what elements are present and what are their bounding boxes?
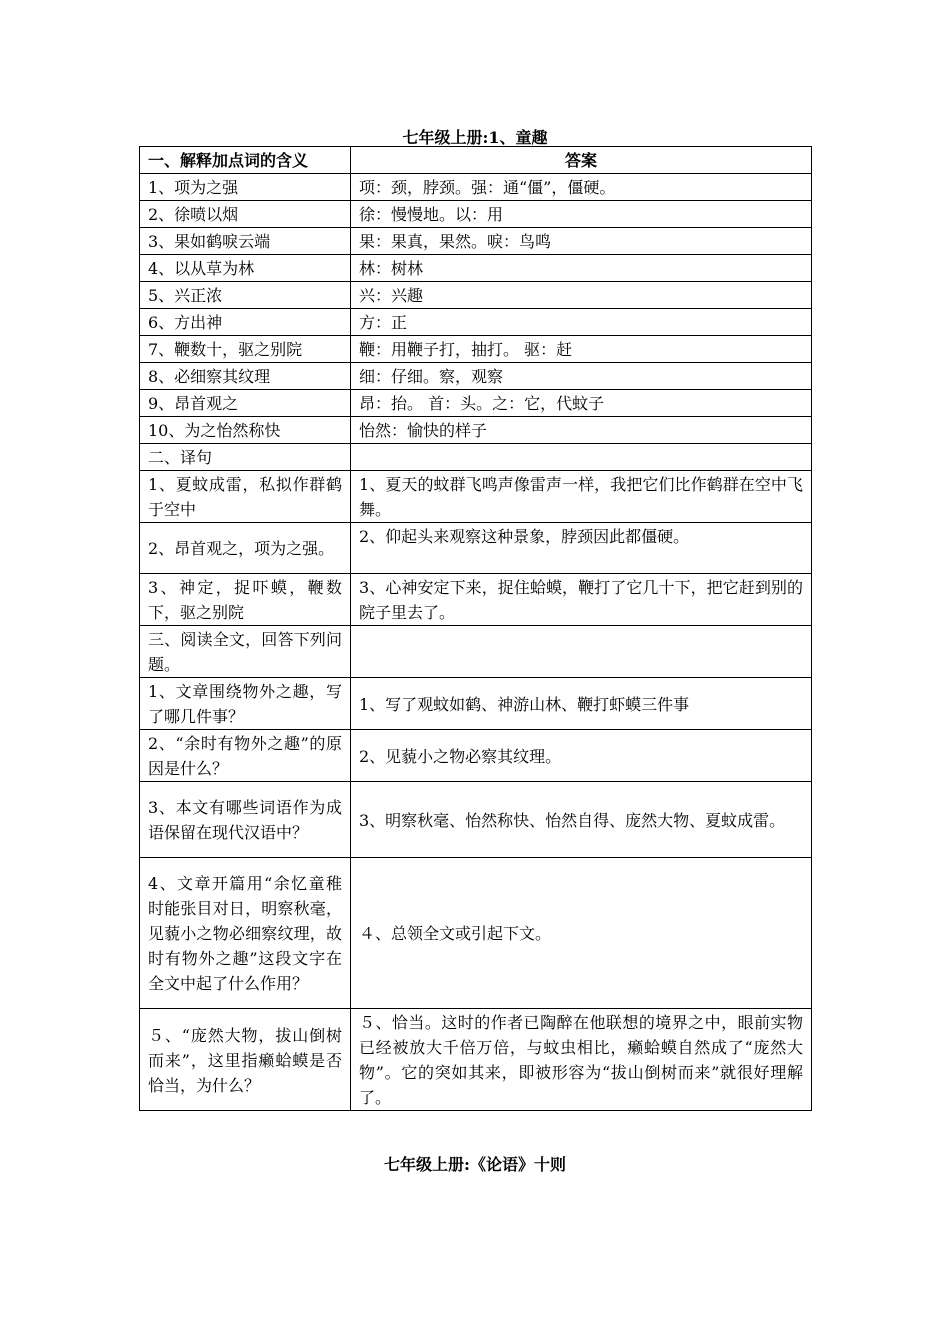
question-cell: 8、必细察其纹理 [140, 363, 351, 390]
answer-cell: 3、明察秋毫、怡然称快、怡然自得、庞然大物、夏蚊成雷。 [351, 782, 812, 858]
answer-cell: 徐：慢慢地。以：用 [351, 201, 812, 228]
answer-cell: ５、恰当。这时的作者已陶醉在他联想的境界之中，眼前实物已经被放大千倍万倍，与蚊虫相比，癞蛤蟆自然成了“庞然大物”。它的突如其来，即被形容为“拔山倒树而来”就很好理解了。 [351, 1009, 812, 1111]
table-row [140, 417, 812, 444]
table-row [140, 309, 812, 336]
question-cell: 1、项为之强 [140, 174, 351, 201]
question-cell: 2、“余时有物外之趣”的原因是什么？ [140, 730, 351, 782]
question-cell: 2、昂首观之，项为之强。 [140, 523, 351, 574]
answer-cell: 鞭：用鞭子打，抽打。 驱：赶 [351, 336, 812, 363]
table-row [140, 730, 812, 782]
question-cell: 5、兴正浓 [140, 282, 351, 309]
table-row [140, 174, 812, 201]
answer-cell: 方：正 [351, 309, 812, 336]
table-row [140, 255, 812, 282]
question-cell: 3、本文有哪些词语作为成语保留在现代汉语中？ [140, 782, 351, 858]
table-row [140, 574, 812, 626]
question-cell: ５、“庞然大物，拔山倒树而来”，这里指癞蛤蟆是否恰当，为什么？ [140, 1009, 351, 1111]
question-cell: 三、阅读全文，回答下列问题。 [140, 626, 351, 678]
answer-table [139, 146, 812, 1111]
answer-cell: 1、夏天的蚊群飞鸣声像雷声一样，我把它们比作鹤群在空中飞舞。 [351, 471, 812, 523]
question-cell: 3、果如鹤唳云端 [140, 228, 351, 255]
table-row [140, 390, 812, 417]
answer-cell: 1、写了观蚊如鹤、神游山林、鞭打虾蟆三件事 [351, 678, 812, 730]
table-header-row [140, 147, 812, 174]
table-row [140, 678, 812, 730]
question-cell: 10、为之怡然称快 [140, 417, 351, 444]
answer-cell: 细：仔细。察，观察 [351, 363, 812, 390]
question-cell: 1、文章围绕物外之趣，写了哪几件事？ [140, 678, 351, 730]
question-cell: 7、鞭数十，驱之别院 [140, 336, 351, 363]
table-row [140, 858, 812, 1009]
answer-cell: 3、心神安定下来，捉住蛤蟆，鞭打了它几十下，把它赶到别的院子里去了。 [351, 574, 812, 626]
question-cell: 2、徐喷以烟 [140, 201, 351, 228]
header-question: 一、解释加点词的含义 [140, 147, 351, 174]
section-title: 七年级上册:1、童趣 [402, 128, 548, 147]
question-cell: 二、译句 [140, 444, 351, 471]
table-row [140, 1009, 812, 1111]
question-cell: 9、昂首观之 [140, 390, 351, 417]
answer-cell: 兴：兴趣 [351, 282, 812, 309]
answer-cell: 昂：抬。 首：头。之：它，代蚊子 [351, 390, 812, 417]
table-row [140, 363, 812, 390]
answer-cell: 项：颈，脖颈。强：通“僵”，僵硬。 [351, 174, 812, 201]
answer-cell: 2、见藐小之物必察其纹理。 [351, 730, 812, 782]
answer-cell: 怡然：愉快的样子 [351, 417, 812, 444]
table-row [140, 444, 812, 471]
table-row [140, 471, 812, 523]
answer-cell: 林：树林 [351, 255, 812, 282]
answer-cell: ４、总领全文或引起下文。 [351, 858, 812, 1009]
table-row [140, 336, 812, 363]
question-cell: 4、以从草为林 [140, 255, 351, 282]
header-answer: 答案 [351, 147, 812, 174]
answer-cell: 果：果真，果然。唳：鸟鸣 [351, 228, 812, 255]
answer-cell [351, 626, 812, 678]
table-row [140, 782, 812, 858]
table-row [140, 228, 812, 255]
question-cell: 3、神定，捉吓蟆，鞭数下，驱之别院 [140, 574, 351, 626]
table-row [140, 282, 812, 309]
next-section-title: 七年级上册:《论语》十则 [384, 1155, 566, 1174]
question-cell: 1、夏蚊成雷，私拟作群鹤于空中 [140, 471, 351, 523]
table-row [140, 201, 812, 228]
question-cell: 4、文章开篇用“余忆童稚时能张目对日，明察秋毫，见藐小之物必细察纹理，故时有物外之趣”这段文字在全文中起了什么作用？ [140, 858, 351, 1009]
question-cell: 6、方出神 [140, 309, 351, 336]
table-row [140, 626, 812, 678]
answer-cell: 2、仰起头来观察这种景象，脖颈因此都僵硬。 [351, 523, 812, 574]
table-row [140, 523, 812, 574]
answer-cell [351, 444, 812, 471]
